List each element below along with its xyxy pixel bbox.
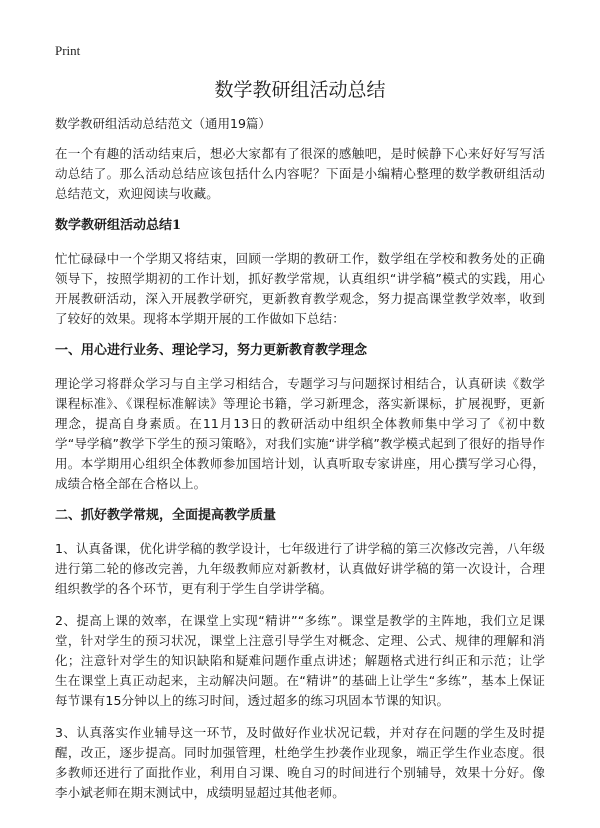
print-label[interactable]: Print [55, 43, 81, 58]
heading-theory-study: 一、用心进行业务、理论学习，努力更新教育教学理念 [55, 343, 368, 358]
section1-heading: 数学教研组活动总结1 [55, 218, 182, 233]
paragraph-lesson-prep: 1、认真备课，优化讲学稿的教学设计，七年级进行了讲学稿的第三次修改完善，八年级进行第二轮的修改完善，九年级教师应对新教材，认真做好讲学稿的第一次设计，合理组织教学的各个环节，更有利于学生自学讲学稿。 [55, 541, 545, 596]
intro-paragraph: 在一个有趣的活动结束后，想必大家都有了很深的感触吧，是时候静下心来好好写写活动总结了。那么活动总结应该包括什么内容呢？下面是小编精心整理的数学教研组活动总结范文，欢迎阅读与收藏。 [55, 146, 545, 201]
paragraph-theory-study: 理论学习将群众学习与自主学习相结合，专题学习与问题探讨相结合，认真研读《数学课程标准》、《课程标准解读》等理论书籍，学习新理念，落实新课标，扩展视野，更新理念，提高自身素质。在11月13日的教研活动中组织全体教师集中学习了《初中数学“导学稿”教学下学生的预习策略》，对我们实施“讲学稿”教学模式起到了很好的指导作用。本学期用心组织全体教师参加国培计划，认真听取专家讲座，用心撰写学习心得，成绩合格全部在合格以上。 [55, 376, 545, 491]
document-subtitle: 数学教研组活动总结范文（通用19篇） [55, 116, 271, 131]
paragraph-homework-tutoring: 3、认真落实作业辅导这一环节，及时做好作业状况记载，并对存在问题的学生及时提醒，改正，逐步提高。同时加强管理，杜绝学生抄袭作业现象，端正学生作业态度。很多教师还进行了面批作业，利用自习课、晚自习的时间进行个别辅导，效果十分好。像李小斌老师在期末测试中，成绩明显超过其他老师。 [55, 725, 545, 800]
section1-paragraph: 忙忙碌碌中一个学期又将结束，回顾一学期的教研工作，数学组在学校和教务处的正确领导下，按照学期初的工作计划，抓好教学常规，认真组织“讲学稿”模式的实践，用心开展教研活动，深入开展教学研究，更新教育教学观念，努力提高课堂教学效率，收到了较好的效果。现将本学期开展的工作做如下总结： [55, 251, 545, 326]
heading-teaching-routine: 二、抓好教学常规，全面提高教学质量 [55, 508, 277, 523]
paragraph-class-efficiency: 2、提高上课的效率，在课堂上实现“精讲”“多练”。课堂是教学的主阵地，我们立足课堂，针对学生的预习状况，课堂上注意引导学生对概念、定理、公式、规律的理解和消化；注意针对学生的知识缺陷和疑难问题作重点讲述；解题格式进行纠正和示范；让学生在课堂上真正动起来，主动解决问题。在“精讲”的基础上让学生“多练”，基本上保证每节课有15分钟以上的练习时间，透过超多的练习巩固本节课的知识。 [55, 613, 545, 708]
document-title: 数学教研组活动总结 [214, 79, 386, 101]
